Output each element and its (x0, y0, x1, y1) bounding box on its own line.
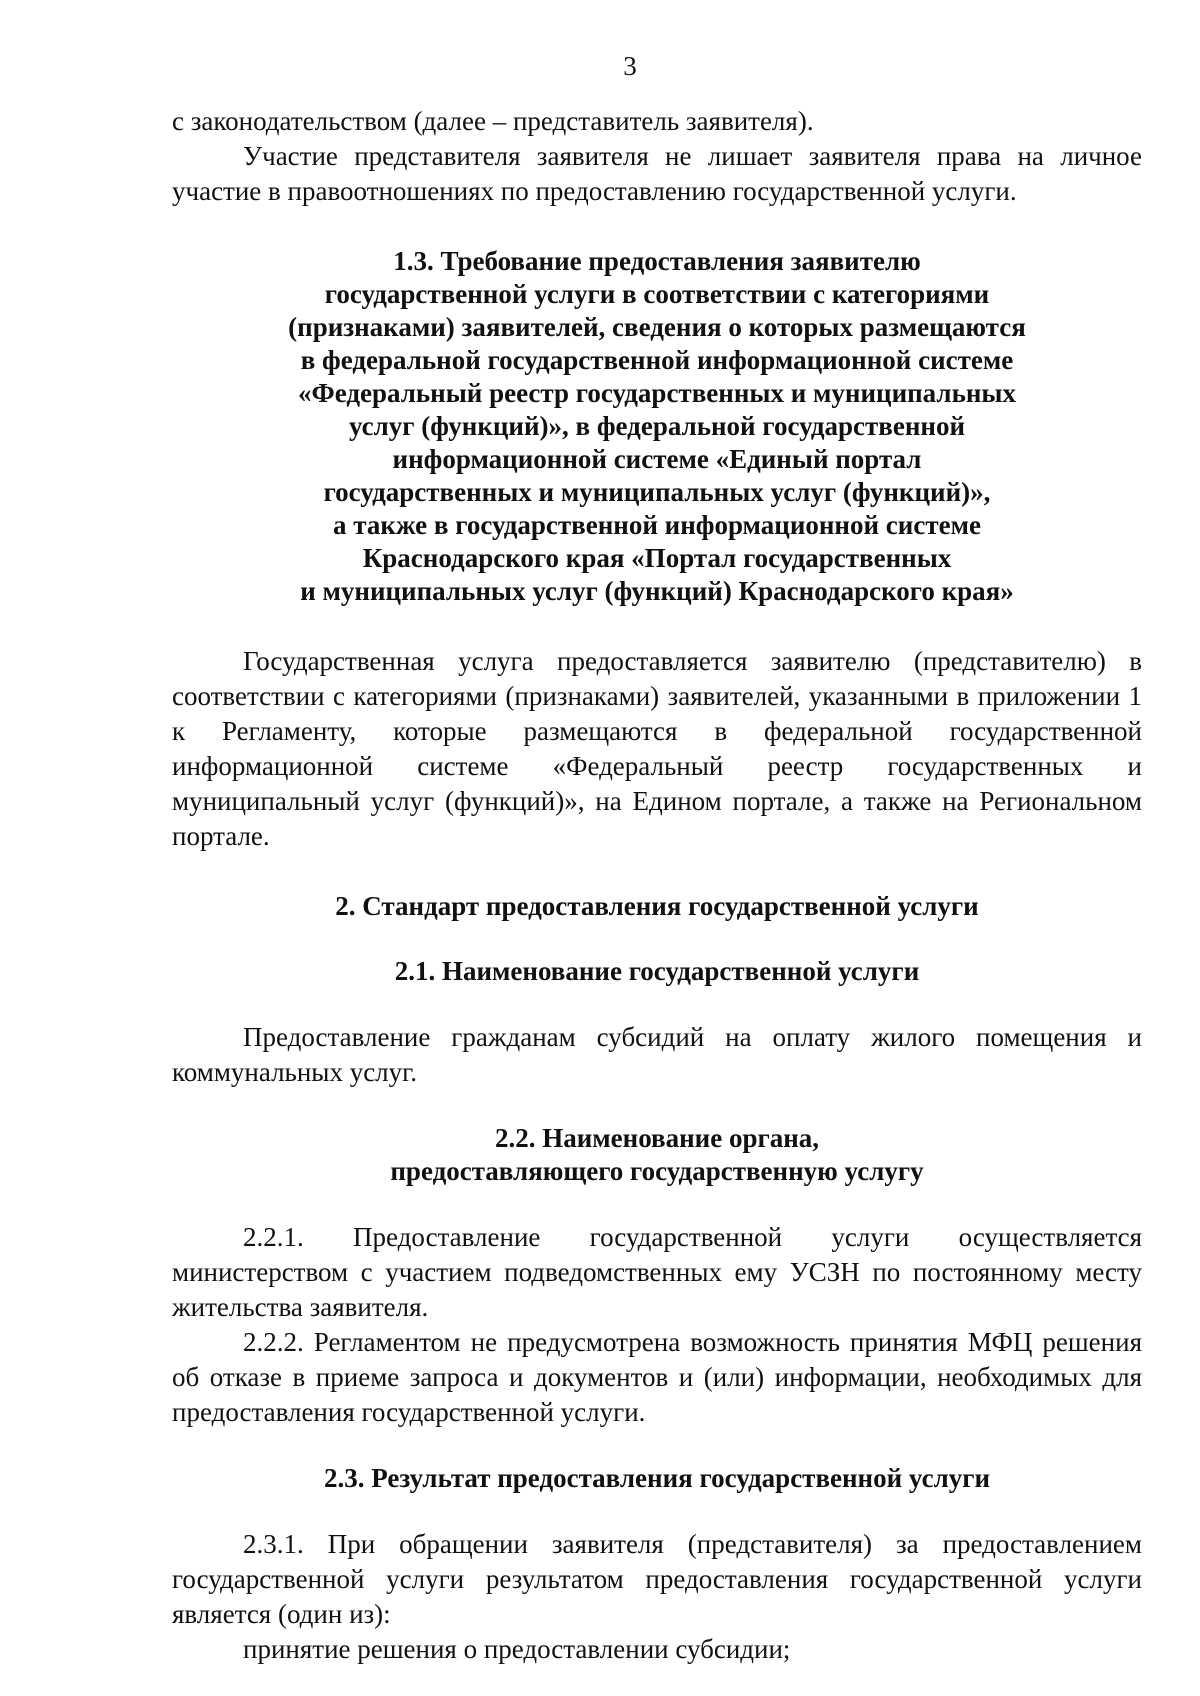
heading-line: государственных и муниципальных услуг (функций)», (323, 477, 991, 507)
section-2-2-heading (172, 1122, 1142, 1188)
paragraph-continuation: с законодательством (далее – представитель заявителя). (172, 106, 814, 136)
section-2-1-text: Предоставление гражданам субсидий на оплату жилого помещения и коммунальных услуг. (172, 1022, 1142, 1087)
heading-line: (признаками) заявителей, сведения о которых размещаются (288, 312, 1026, 342)
paragraph-representative-participation: Участие представителя заявителя не лишает заявителя права на личное участие в правоотношениях по предоставлению государственной услуги. (172, 141, 1142, 206)
document-body (172, 104, 1142, 1667)
heading-line: в федеральной государственной информационной системе (300, 345, 1014, 375)
heading-line: Краснодарского края «Портал государственных (362, 543, 952, 573)
heading-line: и муниципальных услуг (функций) Краснодарского края» (300, 576, 1014, 606)
heading-line: предоставляющего государственную услугу (390, 1156, 924, 1186)
section-2-3-1-text: 2.3.1. При обращении заявителя (представителя) за предоставлением государственной услуги результатом предоставления государственной услуги является (один из): (172, 1529, 1142, 1629)
heading-line: информационной системе «Единый портал (392, 444, 922, 474)
section-2-2-2-text: 2.2.2. Регламентом не предусмотрена возможность принятия МФЦ решения об отказе в приеме запроса и документов и (или) информации, необходимых для предоставления государственной услуги. (172, 1327, 1142, 1427)
section-2-2-1-text: 2.2.1. Предоставление государственной услуги осуществляется министерством с участием подведомственных ему УСЗН по постоянному месту жительства заявителя. (172, 1222, 1142, 1322)
heading-line: государственной услуги в соответствии с категориями (324, 279, 990, 309)
section-1-3-text: Государственная услуга предоставляется заявителю (представителю) в соответствии с категориями (признаками) заявителей, указанными в приложении 1 к Регламенту, которые размещаются в федеральной государственной информационной системе «Федеральный реестр государственных и муниципальный услуг (функций)», на Едином портале, а также на Региональном портале. (172, 646, 1142, 851)
heading-line: 2.2. Наименование органа, (494, 1123, 820, 1153)
heading-line: «Федеральный реестр государственных и муниципальных (298, 378, 1016, 408)
section-1-3-heading (172, 245, 1142, 608)
section-2-3-result-item: принятие решения о предоставлении субсидии; (243, 1634, 791, 1664)
heading-line: а также в государственной информационной системе (333, 510, 981, 540)
heading-line: 1.3. Требование предоставления заявителю (393, 246, 921, 276)
page-number: 3 (623, 51, 637, 81)
section-2-1-heading: 2.1. Наименование государственной услуги (394, 956, 920, 986)
heading-line: услуг (функций)», в федеральной государственной (348, 411, 966, 441)
section-2-heading: 2. Стандарт предоставления государственной услуги (335, 891, 979, 921)
section-2-3-heading: 2.3. Результат предоставления государственной услуги (323, 1463, 991, 1493)
